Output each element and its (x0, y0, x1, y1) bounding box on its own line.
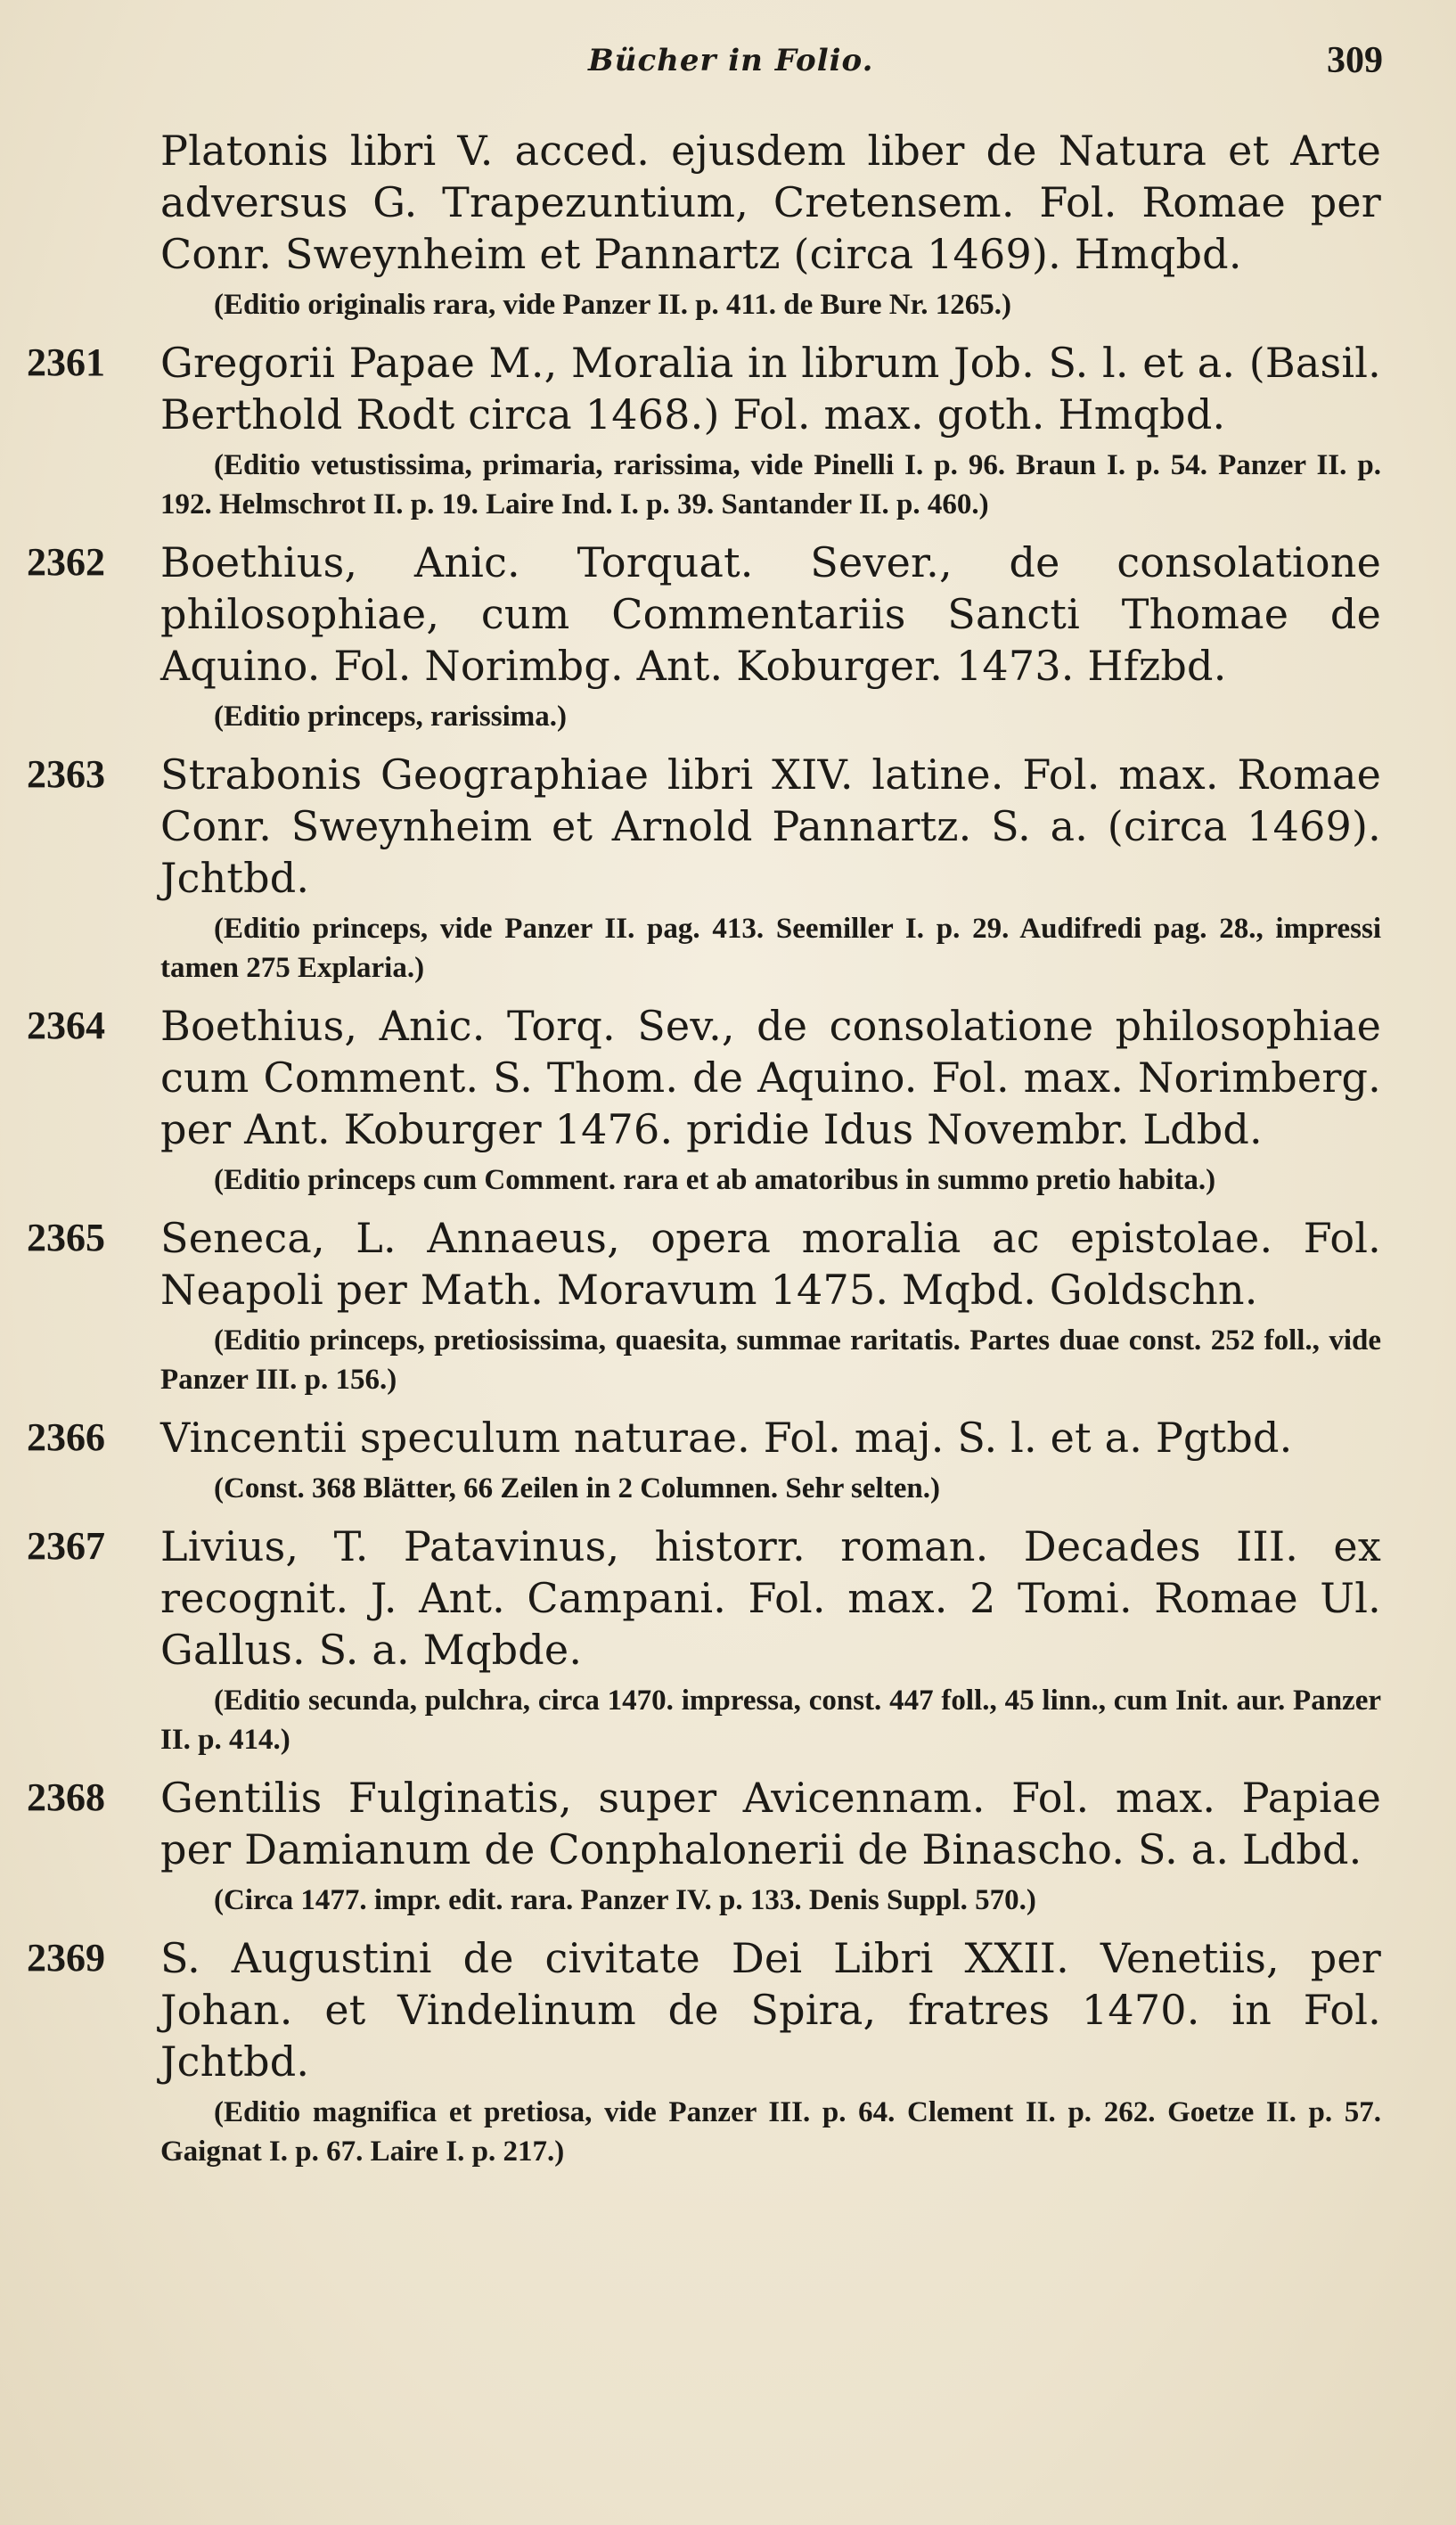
catalog-entry (27, 337, 1381, 524)
catalog-entry (27, 1000, 1381, 1200)
catalog-entry (27, 1212, 1381, 1399)
entry-note: (Editio secunda, pulchra, circa 1470. impressa, const. 447 foll., 45 linn., cum Init. aur. Panzer II. p. 414.) (160, 1685, 1381, 1756)
entry-description: Gregorii Papae M., Moralia in librum Job. S. l. et a. (Basil. Berthold Rodt circa 1468.) Fol. max. goth. Hmqbd. (160, 339, 1381, 439)
lot-number: 2368 (27, 1775, 105, 1819)
entry-description: Seneca, L. Annaeus, opera moralia ac epistolae. Fol. Neapoli per Math. Moravum 1475. Mqbd. Goldschn. (160, 1214, 1381, 1314)
entry-note: (Editio magnifica et pretiosa, vide Panzer III. p. 64. Clement II. p. 262. Goetze II. p. 57. Gaignat I. p. 67. Laire I. p. 217.) (160, 2096, 1381, 2168)
catalog-entry (27, 1772, 1381, 1920)
lot-number: 2361 (27, 340, 105, 384)
entry-note: (Editio originalis rara, vide Panzer II. p. 411. de Bure Nr. 1265.) (214, 289, 1011, 321)
lot-number: 2365 (27, 1216, 105, 1259)
entry-description: Vincentii speculum naturae. Fol. maj. S. l. et a. Pgtbd. (160, 1414, 1293, 1462)
entry-description: Livius, T. Patavinus, historr. roman. Decades III. ex recognit. J. Ant. Campani. Fol. max. 2 Tomi. Romae Ul. Gallus. S. a. Mqbde. (160, 1522, 1381, 1674)
entry-description: Strabonis Geographiae libri XIV. latine. Fol. max. Romae Conr. Sweynheim et Arnold Pannartz. S. a. (circa 1469). Jchtbd. (160, 750, 1381, 902)
lot-number: 2369 (27, 1936, 105, 1980)
entry-description: Boethius, Anic. Torquat. Sever., de consolatione philosophiae, cum Commentariis Sancti Thomae de Aquino. Fol. Norimbg. Ant. Koburger. 1473. Hfzbd. (160, 538, 1381, 690)
entry-note: (Editio princeps, vide Panzer II. pag. 413. Seemiller I. p. 29. Audifredi pag. 28., impressi tamen 275 Explaria.) (160, 913, 1381, 984)
catalog-entry (27, 537, 1381, 736)
catalog-entry (27, 1521, 1381, 1759)
entry-description: S. Augustini de civitate Dei Libri XXII. Venetiis, per Johan. et Vindelinum de Spira, fratres 1470. in Fol. Jchtbd. (160, 1934, 1381, 2086)
catalog-entry (27, 125, 1381, 324)
entry-description: Platonis libri V. acced. ejusdem liber de Natura et Arte adversus G. Trapezuntium, Cretensem. Fol. Romae per Conr. Sweynheim et Pannartz (circa 1469). Hmqbd. (160, 127, 1381, 278)
lot-number: 2363 (27, 752, 105, 796)
entry-note: (Circa 1477. impr. edit. rara. Panzer IV. p. 133. Denis Suppl. 570.) (214, 1884, 1036, 1916)
entry-note: (Editio princeps, pretiosissima, quaesita, summae raritatis. Partes duae const. 252 foll., vide Panzer III. p. 156.) (160, 1324, 1381, 1396)
catalog-entry (27, 749, 1381, 988)
entry-description: Boethius, Anic. Torq. Sev., de consolatione philosophiae cum Comment. S. Thom. de Aquino. Fol. max. Norimberg. per Ant. Koburger 1476. pridie Idus Novembr. Ldbd. (160, 1002, 1381, 1153)
catalog-entries (27, 125, 1381, 2177)
entry-note: (Editio princeps cum Comment. rara et ab amatoribus in summo pretio habita.) (214, 1164, 1216, 1196)
entry-note: (Const. 368 Blätter, 66 Zeilen in 2 Columnen. Sehr selten.) (214, 1472, 940, 1504)
running-head: Bücher in Folio. (588, 43, 874, 78)
lot-number: 2366 (27, 1415, 105, 1459)
catalog-entry (27, 1932, 1381, 2171)
page-number: 309 (1327, 40, 1383, 81)
entry-description: Gentilis Fulginatis, super Avicennam. Fol. max. Papiae per Damianum de Conphalonerii de Binascho. S. a. Ldbd. (160, 1774, 1381, 1873)
entry-note: (Editio princeps, rarissima.) (214, 701, 567, 733)
entry-note: (Editio vetustissima, primaria, rarissima, vide Pinelli I. p. 96. Braun I. p. 54. Panzer II. p. 192. Helmschrot II. p. 19. Laire Ind. I. p. 39. Santander II. p. 460.) (160, 449, 1381, 521)
catalog-entry (27, 1412, 1381, 1508)
lot-number: 2364 (27, 1004, 105, 1047)
lot-number: 2362 (27, 540, 105, 584)
lot-number: 2367 (27, 1524, 105, 1568)
